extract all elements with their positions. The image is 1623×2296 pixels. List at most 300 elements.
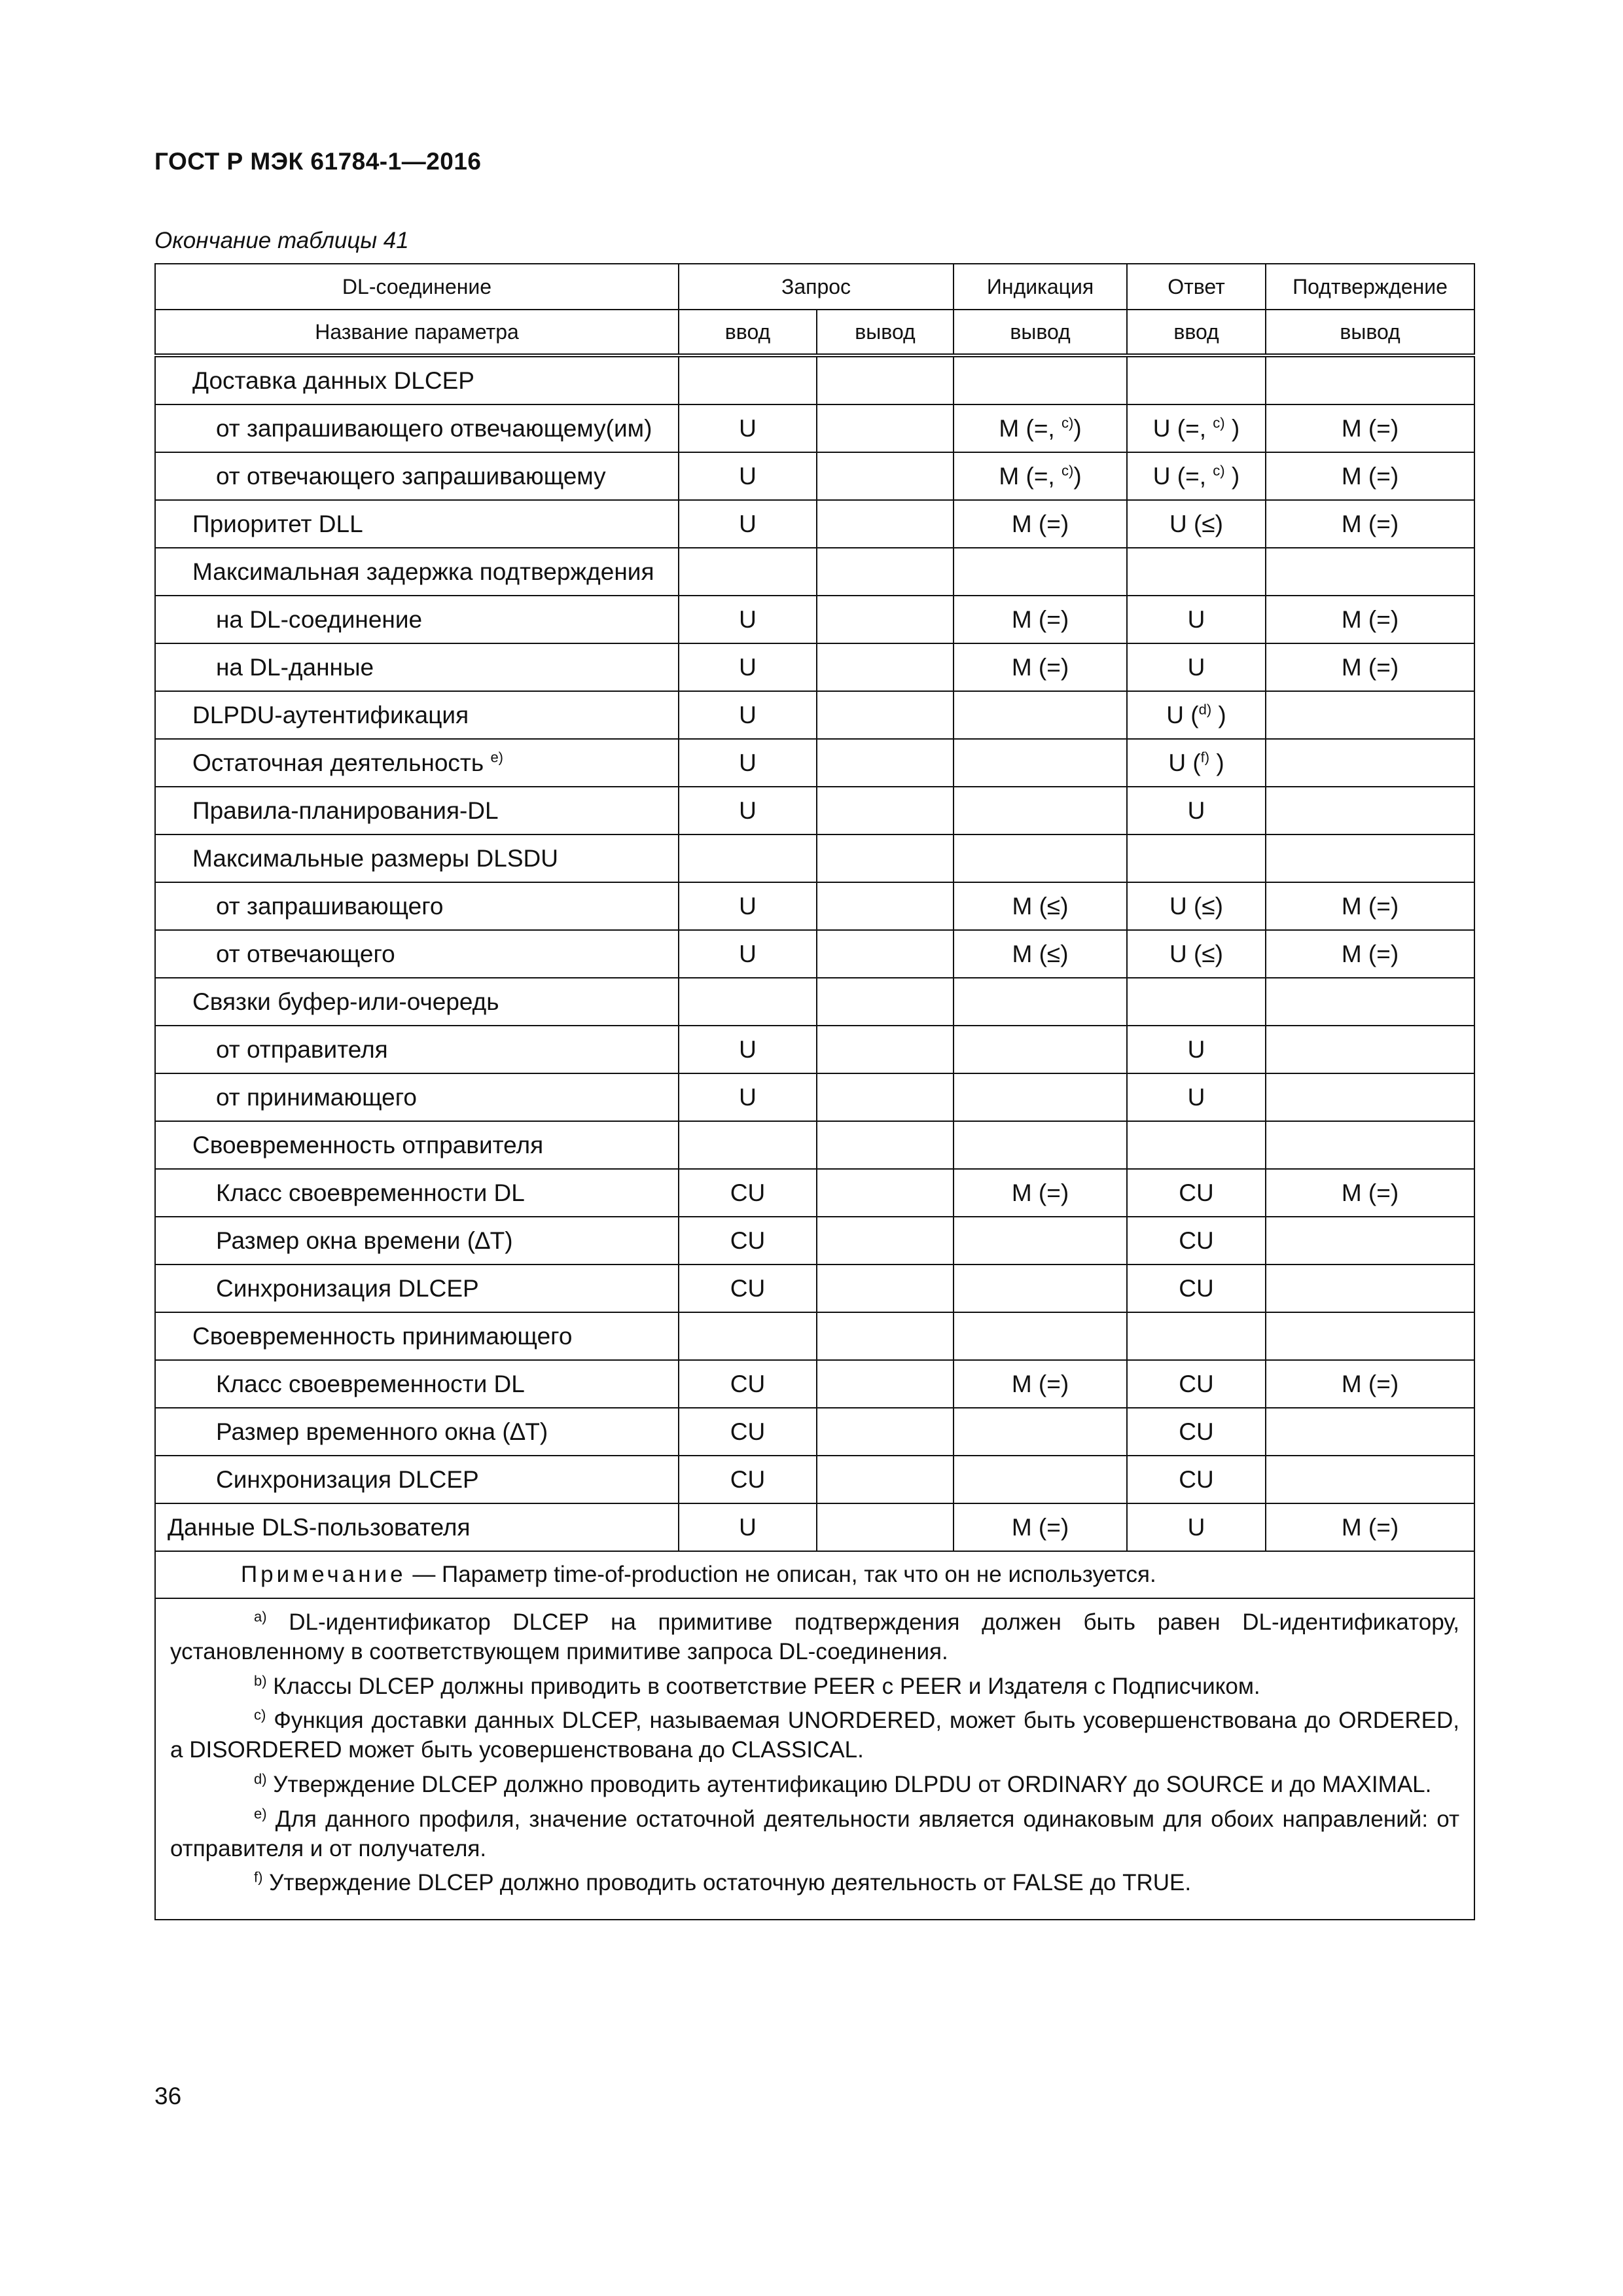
value-cell-c1 — [679, 1503, 817, 1551]
param-name: от отправителя — [216, 1035, 388, 1063]
header-indication-out: вывод — [954, 310, 1127, 355]
table-row — [155, 1217, 1474, 1265]
value-cell-c4 — [1127, 548, 1266, 596]
param-name-cell — [155, 355, 679, 404]
value-cell-c5 — [1266, 643, 1474, 691]
value-cell-c4 — [1127, 739, 1266, 787]
table-row — [155, 596, 1474, 643]
cell-value: U — [1187, 653, 1205, 681]
table-caption: Окончание таблицы 41 — [154, 228, 409, 253]
param-name-cell — [155, 930, 679, 978]
footnote-mark: b) — [254, 1672, 267, 1689]
cell-value: M (=) — [1341, 1370, 1399, 1397]
cell-value: U — [739, 940, 757, 967]
cell-value: CU — [1179, 1227, 1214, 1254]
param-name: Своевременность принимающего — [192, 1322, 573, 1350]
param-name-cell — [155, 834, 679, 882]
parameters-table — [154, 263, 1475, 1920]
table-row — [155, 548, 1474, 596]
param-name-cell — [155, 882, 679, 930]
header-response-in: ввод — [1127, 310, 1266, 355]
table-row — [155, 882, 1474, 930]
value-cell-c5 — [1266, 1026, 1474, 1073]
table-note-row — [155, 1551, 1474, 1598]
value-cell-c1 — [679, 1265, 817, 1312]
value-cell-c1 — [679, 1408, 817, 1456]
value-cell-c2 — [817, 1026, 954, 1073]
value-cell-c3 — [954, 1312, 1127, 1360]
param-name-cell — [155, 596, 679, 643]
cell-value-end: ) — [1073, 414, 1082, 442]
footnote-text: Утверждение DLCEP должно проводить аутентификацию DLPDU от ORDINARY до SOURCE и до MAXIMAL. — [266, 1771, 1432, 1797]
cell-value: U — [739, 892, 757, 920]
cell-value: CU — [1179, 1370, 1214, 1397]
value-cell-c3 — [954, 500, 1127, 548]
value-cell-c4 — [1127, 1312, 1266, 1360]
document-header: ГОСТ Р МЭК 61784-1—2016 — [154, 148, 482, 175]
footnote-text: Классы DLCEP должны приводить в соответствие PEER с PEER и Издателя с Подписчиком. — [266, 1673, 1260, 1699]
value-cell-c5 — [1266, 1456, 1474, 1503]
cell-value: M (=) — [1011, 1370, 1069, 1397]
value-cell-c2 — [817, 930, 954, 978]
value-cell-c2 — [817, 834, 954, 882]
cell-value: CU — [730, 1370, 766, 1397]
value-cell-c3 — [954, 930, 1127, 978]
cell-value: U (≤) — [1169, 940, 1223, 967]
cell-value: M (=) — [1011, 653, 1069, 681]
cell-value: U (=, — [1152, 462, 1213, 490]
value-cell-c2 — [817, 500, 954, 548]
header-confirmation-out: вывод — [1266, 310, 1474, 355]
value-cell-c4 — [1127, 834, 1266, 882]
cell-value: M (=) — [1341, 605, 1399, 633]
page-number: 36 — [154, 2083, 182, 2109]
value-cell-c3 — [954, 787, 1127, 834]
footnote — [170, 1608, 1459, 1667]
cell-value: M (=) — [1011, 605, 1069, 633]
value-cell-c5 — [1266, 1169, 1474, 1217]
table-row — [155, 404, 1474, 452]
param-name: Максимальная задержка подтверждения — [192, 558, 654, 585]
value-cell-c2 — [817, 1217, 954, 1265]
cell-value: M (=) — [1011, 1513, 1069, 1541]
value-cell-c5 — [1266, 882, 1474, 930]
cell-value: M (=) — [1341, 1513, 1399, 1541]
param-name-cell — [155, 1360, 679, 1408]
cell-value: CU — [730, 1179, 766, 1206]
footnotes-row — [155, 1598, 1474, 1920]
value-cell-c3 — [954, 1265, 1127, 1312]
value-cell-c2 — [817, 596, 954, 643]
value-cell-c5 — [1266, 739, 1474, 787]
param-name-cell — [155, 691, 679, 739]
value-cell-c4 — [1127, 500, 1266, 548]
table-row — [155, 691, 1474, 739]
value-cell-c4 — [1127, 691, 1266, 739]
value-cell-c2 — [817, 978, 954, 1026]
value-cell-c4 — [1127, 1073, 1266, 1121]
value-cell-c1 — [679, 691, 817, 739]
value-cell-c1 — [679, 1312, 817, 1360]
param-name-cell — [155, 452, 679, 500]
value-cell-c1 — [679, 739, 817, 787]
value-cell-c2 — [817, 691, 954, 739]
value-cell-c2 — [817, 1265, 954, 1312]
param-name-cell — [155, 1169, 679, 1217]
table-row — [155, 1265, 1474, 1312]
footnote — [170, 1770, 1459, 1800]
param-name: от запрашивающего отвечающему(им) — [216, 414, 652, 442]
cell-value: U — [739, 797, 757, 824]
value-cell-c3 — [954, 1360, 1127, 1408]
value-cell-c5 — [1266, 452, 1474, 500]
value-cell-c2 — [817, 1408, 954, 1456]
param-name-cell — [155, 1312, 679, 1360]
value-cell-c3 — [954, 452, 1127, 500]
param-name-cell — [155, 1073, 679, 1121]
param-name: на DL-данные — [216, 653, 374, 681]
value-cell-c1 — [679, 930, 817, 978]
cell-value: CU — [1179, 1274, 1214, 1302]
footnote — [170, 1805, 1459, 1864]
cell-value: U — [739, 510, 757, 537]
value-cell-c1 — [679, 548, 817, 596]
value-cell-c5 — [1266, 596, 1474, 643]
cell-value: CU — [1179, 1418, 1214, 1445]
param-name-cell — [155, 1026, 679, 1073]
value-cell-c3 — [954, 548, 1127, 596]
value-cell-c5 — [1266, 404, 1474, 452]
cell-value: U — [739, 749, 757, 776]
cell-value-end: ) — [1209, 749, 1224, 776]
value-cell-c1 — [679, 1121, 817, 1169]
footnotes — [155, 1598, 1474, 1920]
cell-value: U ( — [1166, 701, 1199, 728]
value-cell-c5 — [1266, 1408, 1474, 1456]
cell-value: U — [1187, 1513, 1205, 1541]
param-name: Правила-планирования-DL — [192, 797, 499, 824]
table-row — [155, 1026, 1474, 1073]
cell-value: U — [739, 701, 757, 728]
footnote-ref: c) — [1061, 462, 1074, 479]
cell-value: M (=) — [1341, 462, 1399, 490]
param-name: Максимальные размеры DLSDU — [192, 844, 558, 872]
value-cell-c1 — [679, 978, 817, 1026]
value-cell-c4 — [1127, 930, 1266, 978]
header-request: Запрос — [679, 264, 954, 310]
table-row — [155, 500, 1474, 548]
table-row — [155, 452, 1474, 500]
cell-value: M (=) — [1011, 1179, 1069, 1206]
value-cell-c3 — [954, 1121, 1127, 1169]
param-name-cell — [155, 1121, 679, 1169]
header-indication: Индикация — [954, 264, 1127, 310]
cell-value: U — [1187, 1035, 1205, 1063]
value-cell-c5 — [1266, 500, 1474, 548]
param-name: Данные DLS-пользователя — [168, 1513, 471, 1541]
value-cell-c3 — [954, 643, 1127, 691]
param-name: Остаточная деятельность — [192, 749, 491, 776]
value-cell-c1 — [679, 834, 817, 882]
value-cell-c4 — [1127, 1456, 1266, 1503]
value-cell-c2 — [817, 355, 954, 404]
cell-value-end: ) — [1224, 414, 1240, 442]
value-cell-c2 — [817, 1169, 954, 1217]
value-cell-c4 — [1127, 1169, 1266, 1217]
value-cell-c4 — [1127, 1217, 1266, 1265]
value-cell-c3 — [954, 404, 1127, 452]
value-cell-c1 — [679, 882, 817, 930]
value-cell-c1 — [679, 404, 817, 452]
value-cell-c1 — [679, 787, 817, 834]
footnote-mark: f) — [254, 1869, 263, 1886]
table-row — [155, 787, 1474, 834]
cell-value-end: ) — [1211, 701, 1226, 728]
param-name: Своевременность отправителя — [192, 1131, 544, 1158]
table-row — [155, 1503, 1474, 1551]
value-cell-c2 — [817, 882, 954, 930]
param-name-cell — [155, 1265, 679, 1312]
cell-value: U — [739, 1035, 757, 1063]
param-name-cell — [155, 1217, 679, 1265]
value-cell-c2 — [817, 1121, 954, 1169]
value-cell-c3 — [954, 691, 1127, 739]
value-cell-c1 — [679, 1217, 817, 1265]
footnote-text: Для данного профиля, значение остаточной деятельности является одинаковым для обоих направлений: от отправителя и от получателя. — [170, 1806, 1460, 1861]
header-confirmation: Подтверждение — [1266, 264, 1474, 310]
table-row — [155, 739, 1474, 787]
value-cell-c3 — [954, 739, 1127, 787]
cell-value: CU — [730, 1465, 766, 1493]
cell-value: M (≤) — [1012, 940, 1069, 967]
cell-value: U ( — [1168, 749, 1201, 776]
value-cell-c4 — [1127, 1026, 1266, 1073]
value-cell-c4 — [1127, 1265, 1266, 1312]
table-row — [155, 643, 1474, 691]
param-name: Размер окна времени (∆T) — [216, 1227, 513, 1254]
param-name: Доставка данных DLCEP — [192, 367, 474, 394]
footnote-ref: c) — [1213, 414, 1225, 431]
param-name: Синхронизация DLCEP — [216, 1274, 479, 1302]
cell-value: M (=) — [1341, 892, 1399, 920]
footnote — [170, 1869, 1459, 1898]
header-row-1 — [155, 264, 1474, 310]
value-cell-c3 — [954, 1073, 1127, 1121]
cell-value: M (=) — [1341, 1179, 1399, 1206]
value-cell-c5 — [1266, 930, 1474, 978]
param-name: от отвечающего запрашивающему — [216, 462, 606, 490]
value-cell-c1 — [679, 1360, 817, 1408]
footnote — [170, 1706, 1459, 1765]
value-cell-c5 — [1266, 1073, 1474, 1121]
value-cell-c5 — [1266, 1265, 1474, 1312]
value-cell-c4 — [1127, 882, 1266, 930]
value-cell-c5 — [1266, 1503, 1474, 1551]
footnote-ref: f) — [1200, 749, 1210, 766]
footnote-ref: c) — [1061, 414, 1074, 431]
footnote-ref: e) — [490, 749, 503, 766]
value-cell-c1 — [679, 1169, 817, 1217]
cell-value: U — [1187, 797, 1205, 824]
value-cell-c3 — [954, 596, 1127, 643]
cell-value: M (≤) — [1012, 892, 1069, 920]
header-row-2 — [155, 310, 1474, 355]
table-row — [155, 978, 1474, 1026]
param-name-cell — [155, 1408, 679, 1456]
value-cell-c1 — [679, 355, 817, 404]
footnote-mark: a) — [254, 1608, 267, 1625]
value-cell-c1 — [679, 1456, 817, 1503]
cell-value: M (=) — [1341, 510, 1399, 537]
cell-value: CU — [1179, 1465, 1214, 1493]
value-cell-c2 — [817, 1503, 954, 1551]
value-cell-c4 — [1127, 1408, 1266, 1456]
value-cell-c5 — [1266, 787, 1474, 834]
param-name: от принимающего — [216, 1083, 418, 1111]
value-cell-c4 — [1127, 978, 1266, 1026]
value-cell-c3 — [954, 1503, 1127, 1551]
cell-value: CU — [730, 1227, 766, 1254]
footnote-text: Функция доставки данных DLCEP, называемая UNORDERED, может быть усовершенствована до ORDERED, а DISORDERED может быть усовершенствована до CLASSICAL. — [170, 1708, 1460, 1763]
header-dl-connection: DL-соединение — [155, 264, 679, 310]
value-cell-c1 — [679, 500, 817, 548]
param-name-cell — [155, 1503, 679, 1551]
param-name-cell — [155, 548, 679, 596]
param-name-cell — [155, 978, 679, 1026]
cell-value: U — [739, 653, 757, 681]
cell-value: M (=, — [999, 414, 1061, 442]
cell-value: M (=) — [1011, 510, 1069, 537]
value-cell-c1 — [679, 452, 817, 500]
footnote-text: Утверждение DLCEP должно проводить остаточную деятельность от FALSE до TRUE. — [262, 1870, 1192, 1896]
param-name: от запрашивающего — [216, 892, 444, 920]
value-cell-c3 — [954, 1456, 1127, 1503]
cell-value: U — [739, 605, 757, 633]
param-name: Связки буфер-или-очередь — [192, 988, 499, 1015]
cell-value: M (=) — [1341, 940, 1399, 967]
value-cell-c4 — [1127, 787, 1266, 834]
param-name: Синхронизация DLCEP — [216, 1465, 479, 1493]
value-cell-c5 — [1266, 691, 1474, 739]
note-label: Примечание — [241, 1562, 406, 1587]
value-cell-c5 — [1266, 1312, 1474, 1360]
footnote — [170, 1672, 1459, 1702]
table-row — [155, 1360, 1474, 1408]
table-row — [155, 930, 1474, 978]
cell-value: U — [1187, 1083, 1205, 1111]
cell-value: M (=) — [1341, 414, 1399, 442]
value-cell-c5 — [1266, 355, 1474, 404]
value-cell-c5 — [1266, 1121, 1474, 1169]
param-name-cell — [155, 404, 679, 452]
footnote-ref: c) — [1213, 462, 1225, 479]
param-name-cell — [155, 1456, 679, 1503]
value-cell-c4 — [1127, 452, 1266, 500]
value-cell-c4 — [1127, 1121, 1266, 1169]
param-name: Размер временного окна (∆T) — [216, 1418, 548, 1445]
table-row — [155, 355, 1474, 404]
cell-value: U — [1187, 605, 1205, 633]
value-cell-c5 — [1266, 1360, 1474, 1408]
cell-value: CU — [730, 1274, 766, 1302]
footnote-text: DL-идентификатор DLCEP на примитиве подтверждения должен быть равен DL-идентификатору, установленному в соответствующем примитиве запроса DL-соединения. — [170, 1609, 1460, 1664]
value-cell-c2 — [817, 1073, 954, 1121]
value-cell-c4 — [1127, 404, 1266, 452]
param-name: Класс своевременности DL — [216, 1179, 525, 1206]
param-name-cell — [155, 643, 679, 691]
value-cell-c2 — [817, 1312, 954, 1360]
value-cell-c2 — [817, 452, 954, 500]
param-name: Класс своевременности DL — [216, 1370, 525, 1397]
value-cell-c1 — [679, 1026, 817, 1073]
value-cell-c3 — [954, 834, 1127, 882]
table-row — [155, 1073, 1474, 1121]
note-text: — Параметр time-of-production не описан, так что он не используется. — [406, 1562, 1156, 1587]
cell-value: U — [739, 1083, 757, 1111]
header-param-name: Название параметра — [155, 310, 679, 355]
value-cell-c4 — [1127, 1360, 1266, 1408]
value-cell-c3 — [954, 355, 1127, 404]
table-row — [155, 1408, 1474, 1456]
table-row — [155, 1121, 1474, 1169]
cell-value: CU — [1179, 1179, 1214, 1206]
cell-value: U — [739, 462, 757, 490]
value-cell-c2 — [817, 548, 954, 596]
param-name-cell — [155, 500, 679, 548]
table-row — [155, 1456, 1474, 1503]
cell-value: U — [739, 1513, 757, 1541]
table-row — [155, 834, 1474, 882]
value-cell-c3 — [954, 1026, 1127, 1073]
value-cell-c3 — [954, 882, 1127, 930]
value-cell-c4 — [1127, 596, 1266, 643]
value-cell-c1 — [679, 596, 817, 643]
value-cell-c3 — [954, 978, 1127, 1026]
value-cell-c1 — [679, 643, 817, 691]
value-cell-c5 — [1266, 978, 1474, 1026]
param-name: Приоритет DLL — [192, 510, 363, 537]
value-cell-c2 — [817, 739, 954, 787]
value-cell-c2 — [817, 787, 954, 834]
value-cell-c3 — [954, 1217, 1127, 1265]
param-name-cell — [155, 787, 679, 834]
table-note — [155, 1551, 1474, 1598]
cell-value: U (=, — [1152, 414, 1213, 442]
value-cell-c3 — [954, 1408, 1127, 1456]
value-cell-c5 — [1266, 1217, 1474, 1265]
cell-value: U — [739, 414, 757, 442]
cell-value-end: ) — [1224, 462, 1240, 490]
value-cell-c5 — [1266, 834, 1474, 882]
header-request-out: вывод — [817, 310, 954, 355]
param-name: от отвечающего — [216, 940, 395, 967]
header-request-in: ввод — [679, 310, 817, 355]
value-cell-c3 — [954, 1169, 1127, 1217]
value-cell-c2 — [817, 643, 954, 691]
table-row — [155, 1312, 1474, 1360]
header-response: Ответ — [1127, 264, 1266, 310]
cell-value: U (≤) — [1169, 510, 1223, 537]
value-cell-c5 — [1266, 548, 1474, 596]
cell-value: CU — [730, 1418, 766, 1445]
param-name: DLPDU-аутентификация — [192, 701, 469, 728]
cell-value: U (≤) — [1169, 892, 1223, 920]
footnote-mark: e) — [254, 1805, 267, 1822]
param-name-cell — [155, 739, 679, 787]
value-cell-c4 — [1127, 643, 1266, 691]
param-name: на DL-соединение — [216, 605, 423, 633]
value-cell-c2 — [817, 1456, 954, 1503]
